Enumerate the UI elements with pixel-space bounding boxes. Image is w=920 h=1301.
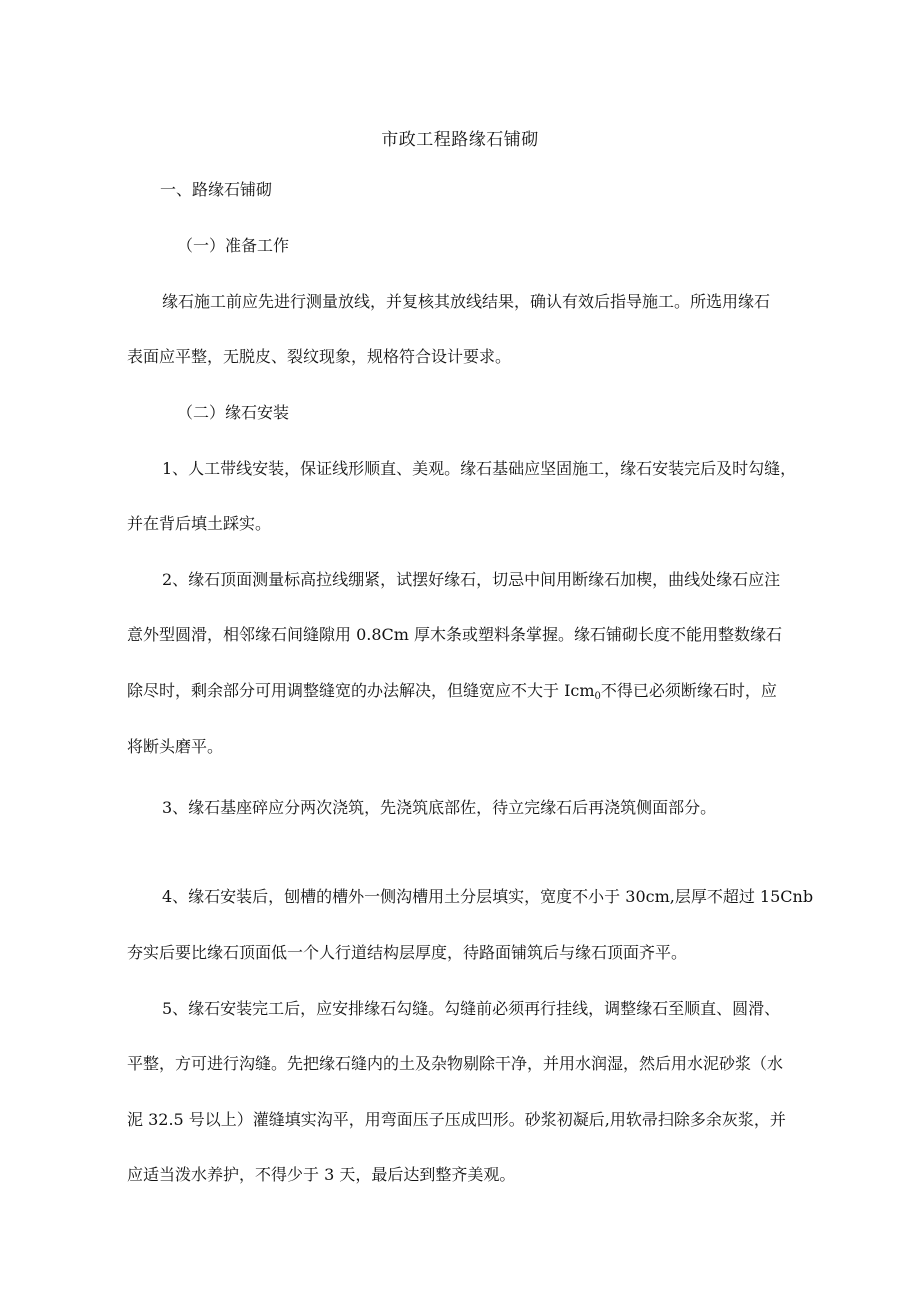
paragraph-line: 泥 32.5 号以上）灌缝填实沟平，用弯面压子压成凹形。砂浆初凝后,用软帚扫除多余灰浆，并 [127,1110,786,1129]
paragraph-line: 并在背后填土踩实。 [127,514,272,533]
paragraph-line: 平整，方可进行沟缝。先把缘石缝内的土及杂物剔除干净，并用水润湿，然后用水泥砂浆（水 [127,1054,784,1073]
subscript-text: 0 [594,691,601,702]
subsection-heading-preparation: （一）准备工作 [177,236,290,255]
paragraph-line: 将断头磨平。 [127,737,224,756]
document-title: 市政工程路缘石铺砌 [381,130,539,150]
paragraph-text: 除尽时，剩余部分可用调整缝宽的办法解决，但缝宽应不大于 Icm [127,681,595,700]
paragraph-line: 应适当泼水养护，不得少于 3 天，最后达到整齐美观。 [127,1165,516,1184]
paragraph-line: 表面应平整，无脱皮、裂纹现象，规格符合设计要求。 [127,347,512,366]
paragraph-line: 2、缘石顶面测量标高拉线绷紧，试摆好缘石，切忌中间用断缘石加楔，曲线处缘石应注 [162,570,781,589]
paragraph-line: 1、人工带线安装，保证线形顺直、美观。缘石基础应坚固施工，缘石安装完后及时勾缝， [162,459,797,478]
subsection-heading-installation: （二）缘石安装 [177,403,290,422]
paragraph-line: 3、缘石基座碎应分两次浇筑，先浇筑底部佐，待立完缘石后再浇筑侧面部分。 [162,798,717,817]
paragraph-line: 缘石施工前应先进行测量放线，并复核其放线结果，确认有效后指导施工。所选用缘石 [162,292,771,311]
section-heading: 一、路缘石铺砌 [160,180,273,199]
paragraph-line: 夯实后要比缘石顶面低一个人行道结构层厚度，待路面铺筑后与缘石顶面齐平。 [127,943,688,962]
paragraph-line: 意外型圆滑，相邻缘石间缝隙用 0.8Cm 厚木条或塑料条掌握。缘石铺砌长度不能用整数缘石 [127,625,783,644]
paragraph-line: 4、缘石安装后，刨槽的槽外一侧沟槽用土分层填实，宽度不小于 30cm,层厚不超过 15Cnb [162,887,814,906]
paragraph-line: 5、缘石安装完工后，应安排缘石勾缝。勾缝前必须再行挂线，调整缘石至顺直、圆滑、 [162,999,781,1018]
paragraph-line [127,679,777,703]
paragraph-text: 不得已必须断缘石时，应 [600,681,777,700]
